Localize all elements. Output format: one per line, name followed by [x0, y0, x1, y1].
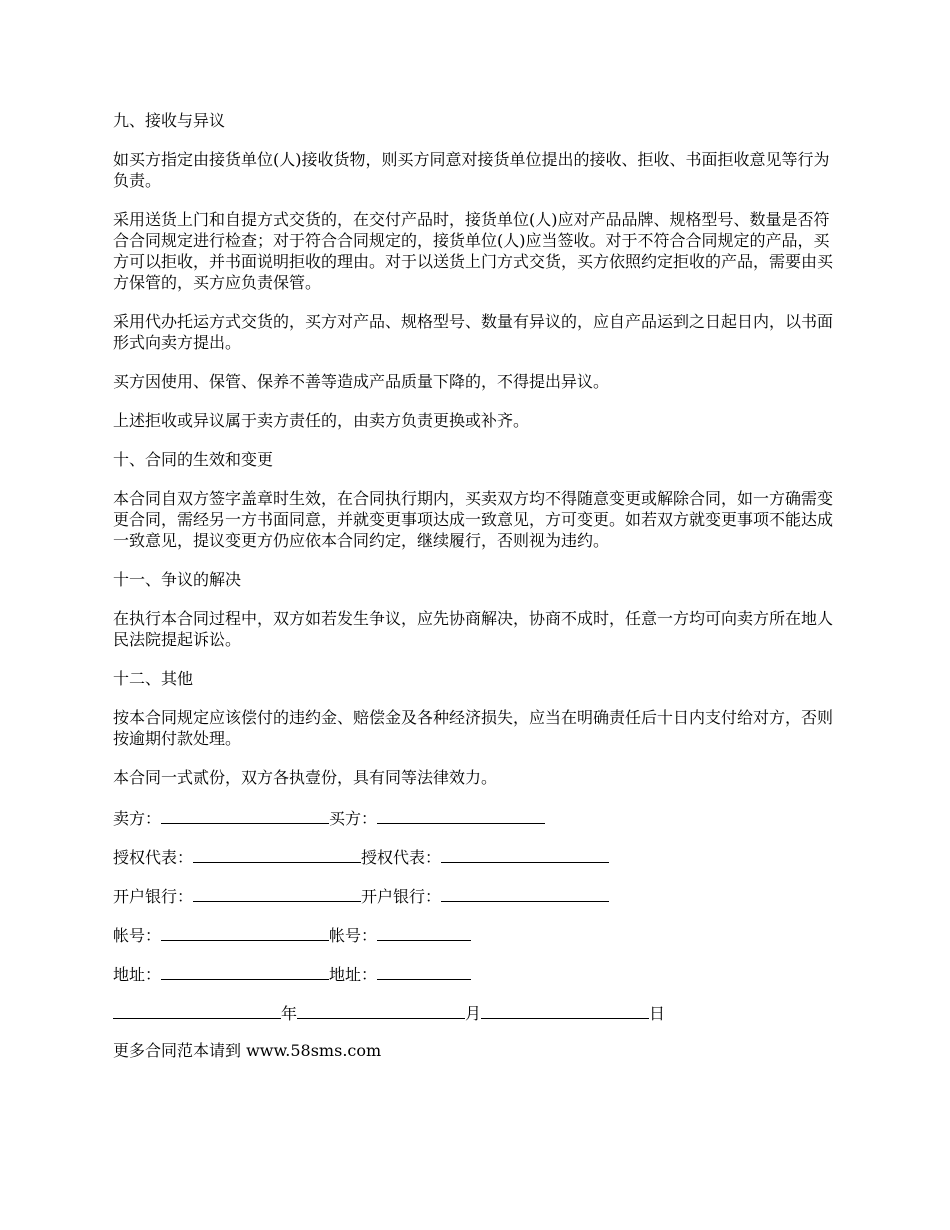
section-heading-10: 十、合同的生效和变更	[113, 450, 274, 469]
day-label: 日	[649, 1004, 666, 1023]
seller-representative-blank[interactable]	[193, 845, 361, 863]
paragraph: 如买方指定由接货单位(人)接收货物，则买方同意对接货单位提出的接收、拒收、书面拒收意见等行为负责。	[113, 150, 830, 190]
paragraph: 本合同一式贰份，双方各执壹份，具有同等法律效力。	[113, 768, 498, 787]
contract-page	[113, 110, 843, 1061]
section-heading-9: 九、接收与异议	[113, 111, 226, 130]
buyer-bank-blank[interactable]	[441, 884, 609, 902]
year-label: 年	[281, 1004, 298, 1023]
account-label: 帐号：	[329, 926, 378, 945]
buyer-account-blank[interactable]	[377, 923, 471, 941]
paragraph: 在执行本合同过程中，双方如若发生争议，应先协商解决，协商不成时，任意一方均可向卖方所在地人民法院提起诉讼。	[113, 609, 834, 649]
buyer-address-blank[interactable]	[377, 962, 471, 980]
paragraph: 本合同自双方签字盖章时生效，在合同执行期内，买卖双方均不得随意变更或解除合同，如一方确需变更合同，需经另一方书面同意，并就变更事项达成一致意见，方可变更。如若双方就变更事项不能达成一致意见，提议变更方仍应依本合同约定，继续履行，否则视为违约。	[113, 489, 834, 550]
month-blank[interactable]	[297, 1001, 465, 1019]
paragraph: 采用代办托运方式交货的，买方对产品、规格型号、数量有异议的，应自产品运到之日起日内，以书面形式向卖方提出。	[113, 312, 834, 352]
bank-label: 开户银行：	[113, 887, 194, 906]
representative-label: 授权代表：	[113, 848, 194, 867]
paragraph: 采用送货上门和自提方式交货的，在交付产品时，接货单位(人)应对产品品牌、规格型号、数量是否符合合同规定进行检查；对于符合合同规定的，接货单位(人)应当签收。对于不符合合同规定的产品，买方可以拒收，并书面说明拒收的理由。对于以送货上门方式交货，买方依照约定拒收的产品，需要由买方保管的，买方应负责保管。	[113, 210, 834, 292]
seller-address-blank[interactable]	[161, 962, 329, 980]
buyer-blank[interactable]	[377, 806, 545, 824]
signature-row-parties	[113, 806, 843, 827]
signature-row-address	[113, 962, 843, 983]
seller-blank[interactable]	[161, 806, 329, 824]
signature-row-account	[113, 923, 843, 944]
buyer-representative-blank[interactable]	[441, 845, 609, 863]
address-label: 地址：	[113, 965, 162, 984]
section-heading-12: 十二、其他	[113, 669, 194, 688]
buyer-label: 买方：	[329, 809, 378, 828]
signature-row-date	[113, 1001, 843, 1022]
month-label: 月	[465, 1004, 482, 1023]
paragraph: 按本合同规定应该偿付的违约金、赔偿金及各种经济损失，应当在明确责任后十日内支付给对方，否则按逾期付款处理。	[113, 708, 834, 748]
footer-note: 更多合同范本请到 www.58sms.com	[113, 1041, 382, 1060]
bank-label: 开户银行：	[361, 887, 442, 906]
year-blank[interactable]	[113, 1001, 281, 1019]
section-heading-11: 十一、争议的解决	[113, 570, 242, 589]
paragraph: 买方因使用、保管、保养不善等造成产品质量下降的，不得提出异议。	[113, 372, 610, 391]
address-label: 地址：	[329, 965, 378, 984]
day-blank[interactable]	[481, 1001, 649, 1019]
signature-row-bank	[113, 884, 843, 905]
seller-bank-blank[interactable]	[193, 884, 361, 902]
signature-row-representative	[113, 845, 843, 866]
account-label: 帐号：	[113, 926, 162, 945]
seller-account-blank[interactable]	[161, 923, 329, 941]
seller-label: 卖方：	[113, 809, 162, 828]
representative-label: 授权代表：	[361, 848, 442, 867]
paragraph: 上述拒收或异议属于卖方责任的，由卖方负责更换或补齐。	[113, 411, 530, 430]
